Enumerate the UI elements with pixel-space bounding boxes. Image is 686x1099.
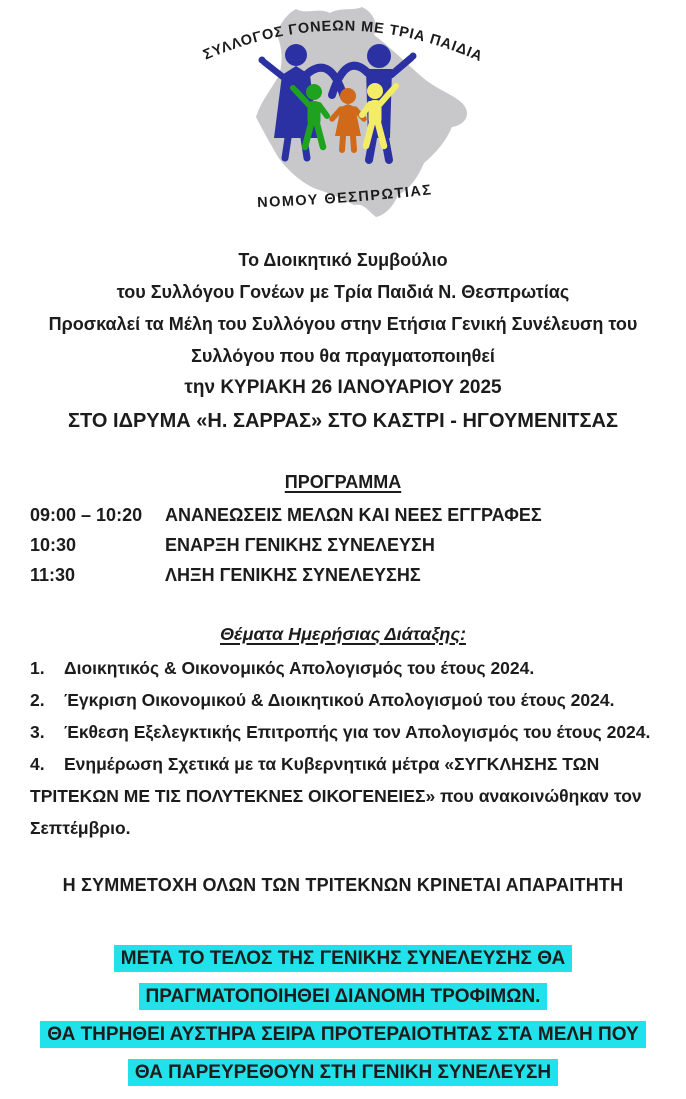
program-time: 09:00 – 10:20 [30,505,143,525]
program-activity: ΛΗΞΗ ΓΕΝΙΚΗΣ ΣΥΝΕΛΕΥΣΗΣ [165,565,421,585]
program-row [30,530,656,560]
highlighted-line: ΠΡΑΓΜΑΤΟΠΟΙΗΘΕΙ ΔΙΑΝΟΜΗ ΤΡΟΦΙΜΩΝ. [139,983,548,1010]
highlighted-line: ΘΑ ΤΗΡΗΘΕΙ ΑΥΣΤΗΡΑ ΣΕΙΡΑ ΠΡΟΤΕΡΑΙΟΤΗΤΑΣ ΣΤΑ ΜΕΛΗ ΠΟΥ [40,1021,645,1048]
agenda-item [30,716,656,748]
highlighted-line-row [30,1016,656,1054]
participation-notice: Η ΣΥΜΜΕΤΟΧΗ ΟΛΩΝ ΤΩΝ ΤΡΙΤΕΚΝΩΝ ΚΡΙΝΕΤΑΙ ΑΠΑΡΑΙΤΗΤΗ [62,875,624,895]
agenda-item-text: Έκθεση Εξελεγκτικής Επιτροπής για τον Απολογισμός του έτους 2024. [64,722,651,742]
invitation-paragraph [30,244,656,438]
program-activity: ΑΝΑΝΕΩΣΕΙΣ ΜΕΛΩΝ ΚΑΙ ΝΕΕΣ ΕΓΓΡΑΦΕΣ [165,505,542,525]
agenda-list [30,652,656,844]
agenda-item-text: Έγκριση Οικονομικού & Διοικητικού Απολογισμού του έτους 2024. [64,690,615,710]
meeting-date: την ΚΥΡΙΑΚΗ 26 ΙΑΝΟΥΑΡΙΟΥ 2025 [184,377,502,398]
agenda-item [30,684,656,716]
program-time: 11:30 [30,565,76,585]
highlighted-line-row [30,940,656,978]
announcement-body [0,244,686,1092]
agenda-item-text: Ενημέρωση Σχετικά με τα Κυβερνητικά μέτρα «ΣΥΓΚΛΗΣΗΣ ΤΩΝ ΤΡΙΤΕΚΩΝ ΜΕ ΤΙΣ ΠΟΛΥΤΕΚΝΕΣ ΟΙΚΟΓΕΝΕΙΕΣ» που ανακοινώθηκαν τον Σεπτέμβριο. [30,754,642,838]
logo-subtitle-arc: ΝΟΜΟΥ ΘΕΣΠΡΩΤΙΑΣ [256,182,434,212]
highlighted-line: ΜΕΤΑ ΤΟ ΤΕΛΟΣ ΤΗΣ ΓΕΝΙΚΗΣ ΣΥΝΕΛΕΥΣΗΣ ΘΑ [114,945,572,972]
agenda-item [30,652,656,684]
invitation-line: Το Διοικητικό Συμβούλιο [238,250,448,270]
program-row [30,500,656,530]
meeting-venue: ΣΤΟ ΙΔΡΥΜΑ «Η. ΣΑΡΡΑΣ» ΣΤΟ ΚΑΣΤΡΙ - ΗΓΟΥΜΕΝΙΤΣΑΣ [68,410,618,432]
agenda-title: Θέματα Ημερήσιας Διάταξης: [220,624,466,644]
invitation-line: Συλλόγου που θα πραγματοποιηθεί [191,346,495,366]
agenda-item-text: Διοικητικός & Οικονομικός Απολογισμός του έτους 2024. [64,658,535,678]
program-title: ΠΡΟΓΡΑΜΜΑ [284,472,402,492]
program-schedule [30,500,656,590]
association-logo [0,0,686,217]
logo-title-arc: ΣΥΛΛΟΓΟΣ ΓΟΝΕΩΝ ΜΕ ΤΡΙΑ ΠΑΙΔΙΑ [201,18,486,66]
agenda-item [30,748,656,844]
family-logo-icon [178,5,508,220]
highlighted-line-row [30,1054,656,1092]
agenda-item-number: 4. [30,754,45,774]
agenda-item-number: 1. [30,658,45,678]
highlighted-line-row [30,978,656,1016]
highlighted-line: ΘΑ ΠΑΡΕΥΡΕΘΟΥΝ ΣΤΗ ΓΕΝΙΚΗ ΣΥΝΕΛΕΥΣΗ [128,1059,558,1086]
invitation-line: του Συλλόγου Γονέων με Τρία Παιδιά Ν. Θεσπρωτίας [116,282,570,302]
program-activity: ΕΝΑΡΞΗ ΓΕΝΙΚΗΣ ΣΥΝΕΛΕΥΣΗ [165,535,435,555]
invitation-line: Προσκαλεί τα Μέλη του Συλλόγου στην Ετήσια Γενική Συνέλευση του [48,314,638,334]
agenda-item-number: 2. [30,690,45,710]
program-time: 10:30 [30,535,77,555]
highlighted-announcement [30,940,656,1092]
program-row [30,560,656,590]
agenda-item-number: 3. [30,722,45,742]
